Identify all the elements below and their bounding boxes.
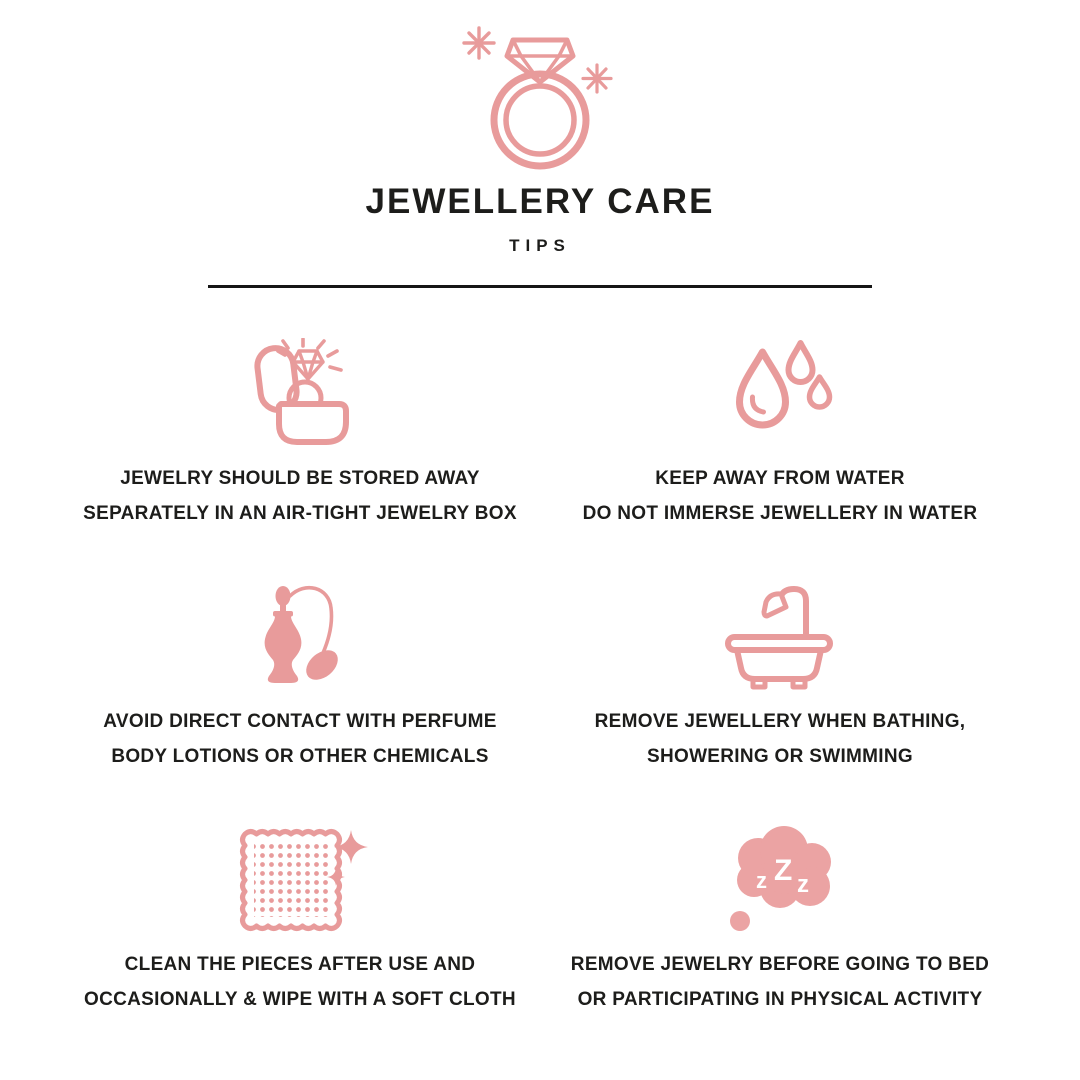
tips-grid [60, 335, 1020, 1064]
cleaning-cloth-icon [231, 821, 369, 939]
tip-line: KEEP AWAY FROM WATER [655, 467, 905, 489]
tip-text [84, 947, 516, 1017]
divider-line [208, 285, 872, 288]
tip-perfume [60, 578, 540, 821]
header [0, 0, 1080, 288]
tip-text [103, 704, 496, 774]
page-subtitle: TIPS [509, 236, 571, 255]
tip-line: AVOID DIRECT CONTACT WITH PERFUME [103, 710, 497, 732]
page-title: JEWELLERY CARE [365, 182, 715, 221]
zzz-text: z [755, 867, 767, 893]
ring-box-icon [243, 335, 358, 453]
sleep-cloud-icon [718, 821, 843, 939]
diamond-ring-icon [455, 26, 625, 176]
perfume-bottle-icon [243, 578, 358, 696]
tip-line: SEPARATELY IN AN AIR-TIGHT JEWELRY BOX [83, 502, 517, 524]
zzz-text: Z [773, 853, 792, 887]
tip-text [83, 461, 517, 531]
tip-text [583, 461, 978, 531]
tip-line: REMOVE JEWELRY BEFORE GOING TO BED [570, 953, 990, 975]
tip-text [595, 704, 966, 774]
sparkle-icon [464, 28, 494, 58]
tip-line: OR PARTICIPATING IN PHYSICAL ACTIVITY [577, 988, 983, 1010]
tip-line: DO NOT IMMERSE JEWELLERY IN WATER [582, 502, 978, 524]
tip-text [571, 947, 989, 1017]
tip-sleep [540, 821, 1020, 1064]
tip-water [540, 335, 1020, 578]
tip-cleaning [60, 821, 540, 1064]
bathtub-shower-icon [720, 578, 840, 696]
zzz-text: z [796, 870, 809, 898]
tip-line: OCCASIONALLY & WIPE WITH A SOFT CLOTH [84, 988, 516, 1010]
sparkle-icon [583, 65, 611, 92]
tip-line: BODY LOTIONS OR OTHER CHEMICALS [111, 745, 489, 767]
tip-line: CLEAN THE PIECES AFTER USE AND [124, 953, 476, 975]
water-drops-icon [720, 335, 840, 453]
tip-line: SHOWERING OR SWIMMING [647, 745, 913, 767]
tip-storage [60, 335, 540, 578]
tip-line: REMOVE JEWELLERY WHEN BATHING, [594, 710, 966, 732]
tip-line: JEWELRY SHOULD BE STORED AWAY [120, 467, 480, 489]
tip-bathing [540, 578, 1020, 821]
